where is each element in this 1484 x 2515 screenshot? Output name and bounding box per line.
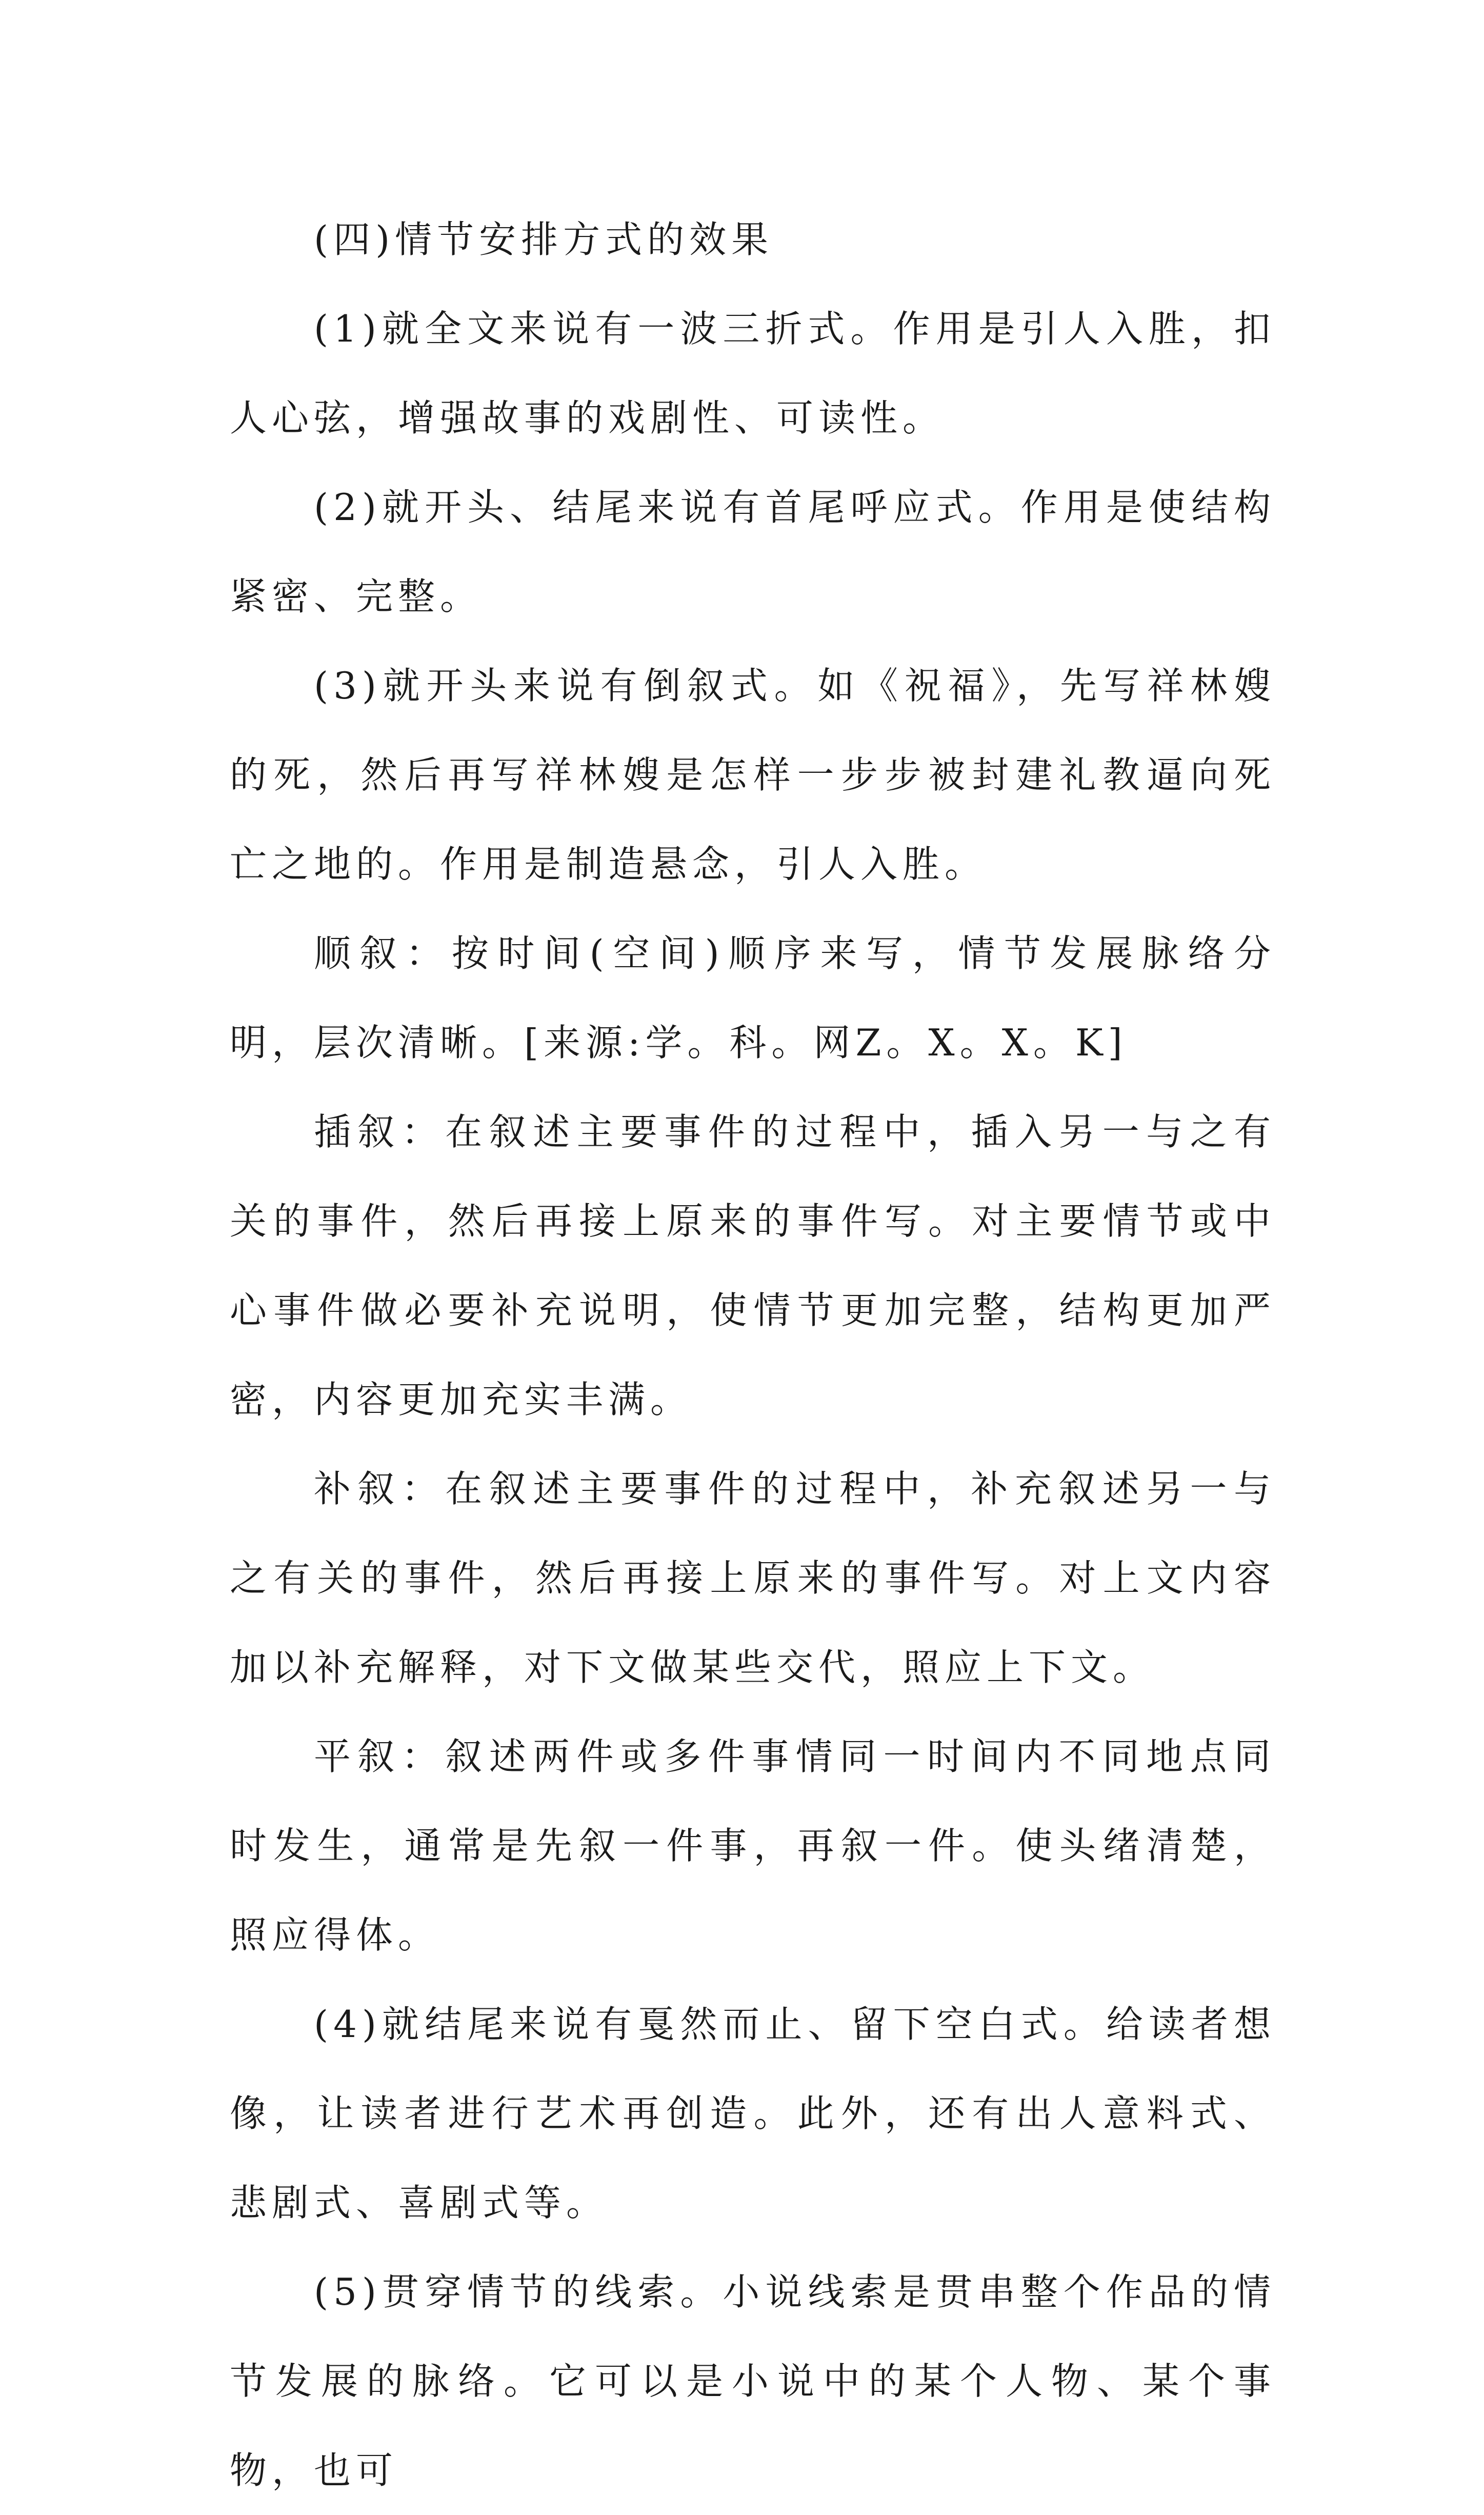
section-heading: (四)情节安排方式的效果 <box>314 218 774 261</box>
paragraph-parallel: 平叙：叙述两件或多件事情同一时间内不同地点同时发生，通常是先叙一件事，再叙一件。使头绪清楚，照应得体。 <box>230 1735 1276 1957</box>
paragraph-5: (5)贯穿情节的线索。小说线索是贯串整个作品的情节发展的脉络。它可以是小说中的某个人物、某个事物，也可 <box>230 2270 1276 2492</box>
paragraph-3: (3)就开头来说有倒叙式。如《祝福》，先写祥林嫂的死，然后再写祥林嫂是怎样一步步被封建礼教逼向死亡之地的。作用是制造悬念，引人入胜。 <box>230 664 1276 886</box>
paragraph-1: (1)就全文来说有一波三折式。作用是引人入胜，扣人心弦，增强故事的戏剧性、可读性。 <box>230 307 1276 440</box>
document-body <box>230 195 1276 2515</box>
paragraph-supplementary: 补叙：在叙述主要事件的过程中，补充叙述另一与之有关的事件，然后再接上原来的事件写。对上文内容加以补充解释，对下文做某些交代，照应上下文。 <box>230 1467 1276 1689</box>
paragraph-interpolated: 插叙：在叙述主要事件的过程中，插入另一与之有关的事件，然后再接上原来的事件写。对主要情节或中心事件做必要补充说明，使情节更加完整，结构更加严密，内容更加充实丰满。 <box>230 1110 1276 1421</box>
paragraph-chronological: 顺叙：按时间(空间)顺序来写，情节发展脉络分明，层次清晰。[来源:学。科。网Z。X。X。K] <box>230 932 1276 1064</box>
paragraph-2: (2)就开头、结尾来说有首尾呼应式。作用是使结构紧密、完整。 <box>230 486 1276 618</box>
paragraph-4: (4)就结尾来说有戛然而止、留下空白式。给读者想像，让读者进行艺术再创造。此外，还有出人意料式、悲剧式、喜剧式等。 <box>230 2003 1276 2224</box>
